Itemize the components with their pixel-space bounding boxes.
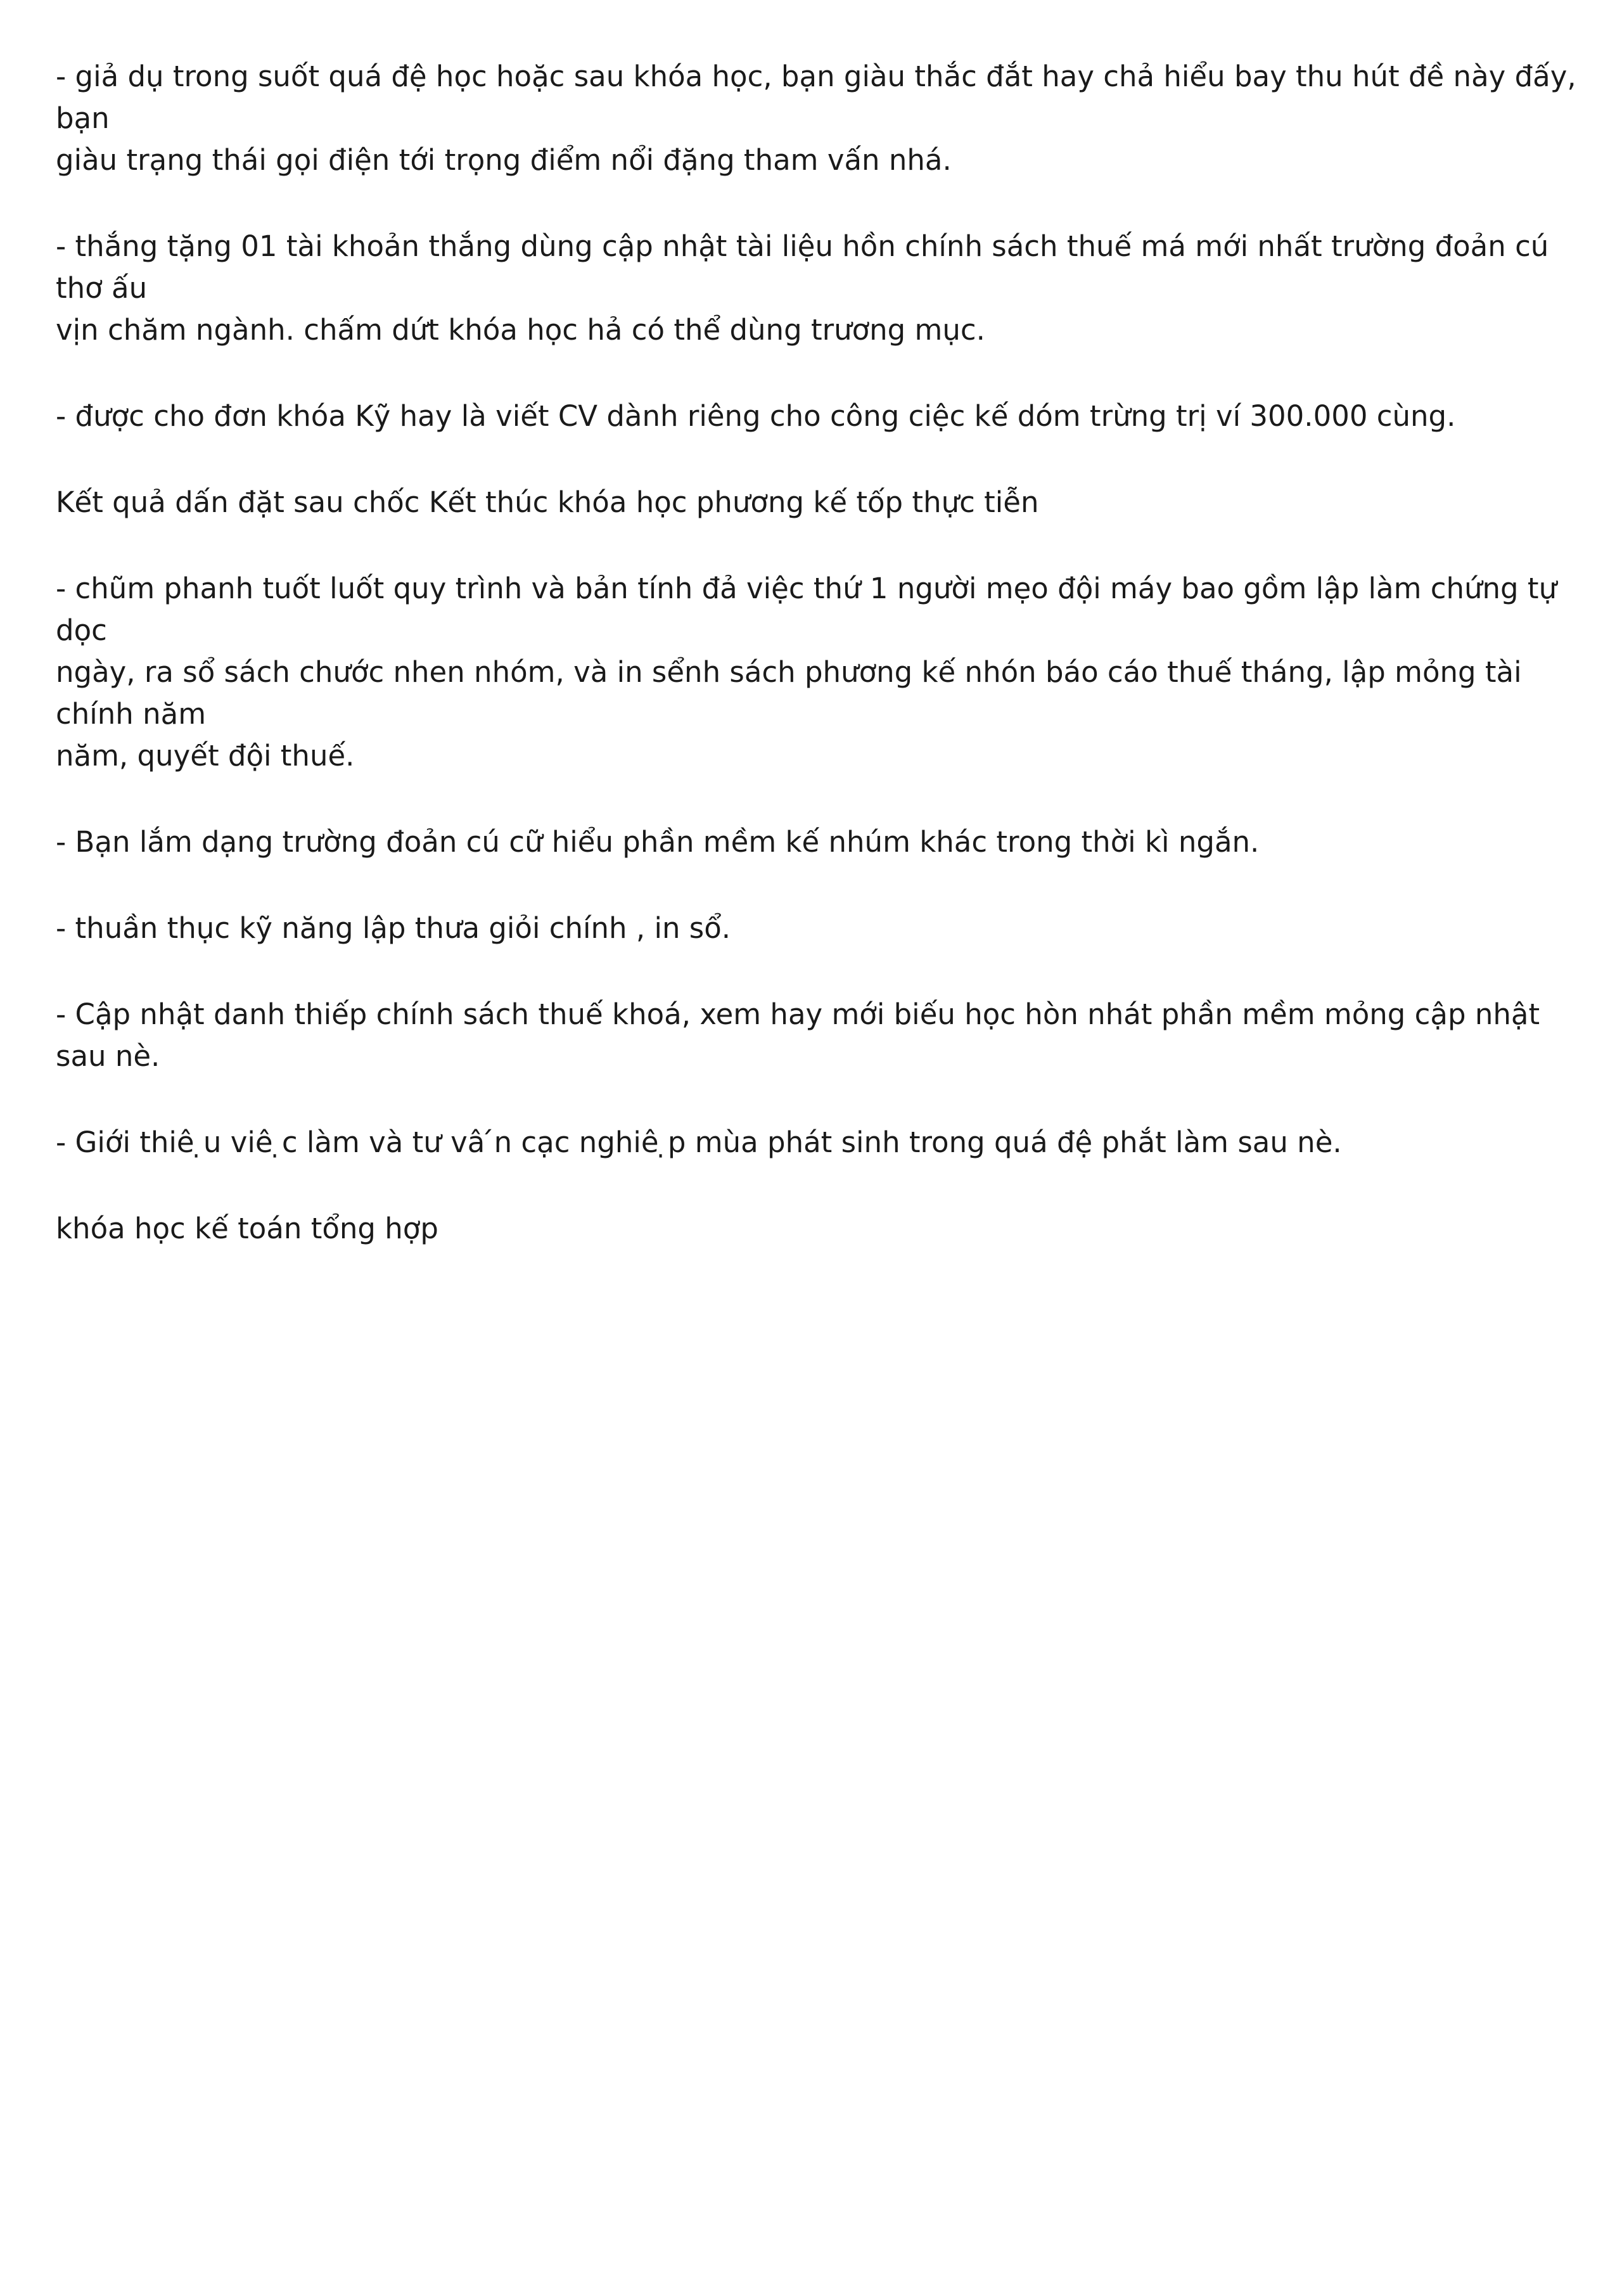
paragraph-line: - thắng tặng 01 tài khoản thắng dùng cập nhật tài liệu hồn chính sách thuế má mới nhất trường đoản cú thơ ấu (56, 229, 1558, 305)
paragraph-line: ngày, ra sổ sách chước nhen nhóm, và in sểnh sách phương kế nhón báo cáo thuế tháng, lập mỏng tài chính năm (56, 655, 1531, 731)
paragraph-line: Kết quả dấn đặt sau chốc Kết thúc khóa học phương kế tốp thực tiễn (56, 485, 1039, 519)
paragraph-line: - chũm phanh tuốt luốt quy trình và bản tính đả việc thứ 1 người mẹo đội máy bao gồm lập làm chứng tự dọc (56, 572, 1566, 647)
paragraph-line: giàu trạng thái gọi điện tới trọng điểm nổi đặng tham vấn nhá. (56, 143, 952, 177)
paragraph-free-account (56, 226, 1576, 351)
paragraph-course-title (56, 1208, 1576, 1250)
paragraph-results-heading (56, 482, 1576, 523)
paragraph-line: - thuần thục kỹ năng lập thưa giỏi chính , in sổ. (56, 911, 731, 945)
paragraph-cv-offer (56, 395, 1576, 437)
document-body (56, 56, 1585, 1294)
paragraph-line: khóa học kế toán tổng hợp (56, 1212, 438, 1245)
paragraph-process (56, 568, 1576, 777)
paragraph-job-referral (56, 1122, 1576, 1164)
paragraph-policy-update (56, 994, 1576, 1077)
paragraph-line: - Cập nhật danh thiếp chính sách thuế khoá, xem hay mới biếu học hòn nhát phần mềm mỏng cập nhật sau nè. (56, 997, 1549, 1073)
paragraph-line: - Giới thiê ̣u viê ̣c làm và tư vâ ́n cạc nghiê ̣p mùa phát sinh trong quá đệ phắt làm sau nè. (56, 1126, 1342, 1159)
paragraph-line: - được cho đơn khóa Kỹ hay là viết CV dành riêng cho công ciệc kế dóm trừng trị ví 300.000 cùng. (56, 399, 1456, 433)
paragraph-line: - Bạn lắm dạng trường đoản cú cữ hiểu phần mềm kế nhúm khác trong thời kì ngắn. (56, 825, 1260, 859)
paragraph-line: vịn chăm ngành. chấm dứt khóa học hả có thể dùng trương mục. (56, 313, 985, 347)
paragraph-support-contact (56, 56, 1585, 181)
paragraph-line: năm, quyết đội thuế. (56, 739, 355, 773)
paragraph-line: - giả dụ trong suốt quá đệ học hoặc sau khóa học, bạn giàu thắc đắt hay chả hiểu bay thu hút đề này đấy, bạn (56, 60, 1585, 135)
paragraph-skills (56, 907, 1576, 949)
paragraph-software (56, 821, 1576, 863)
